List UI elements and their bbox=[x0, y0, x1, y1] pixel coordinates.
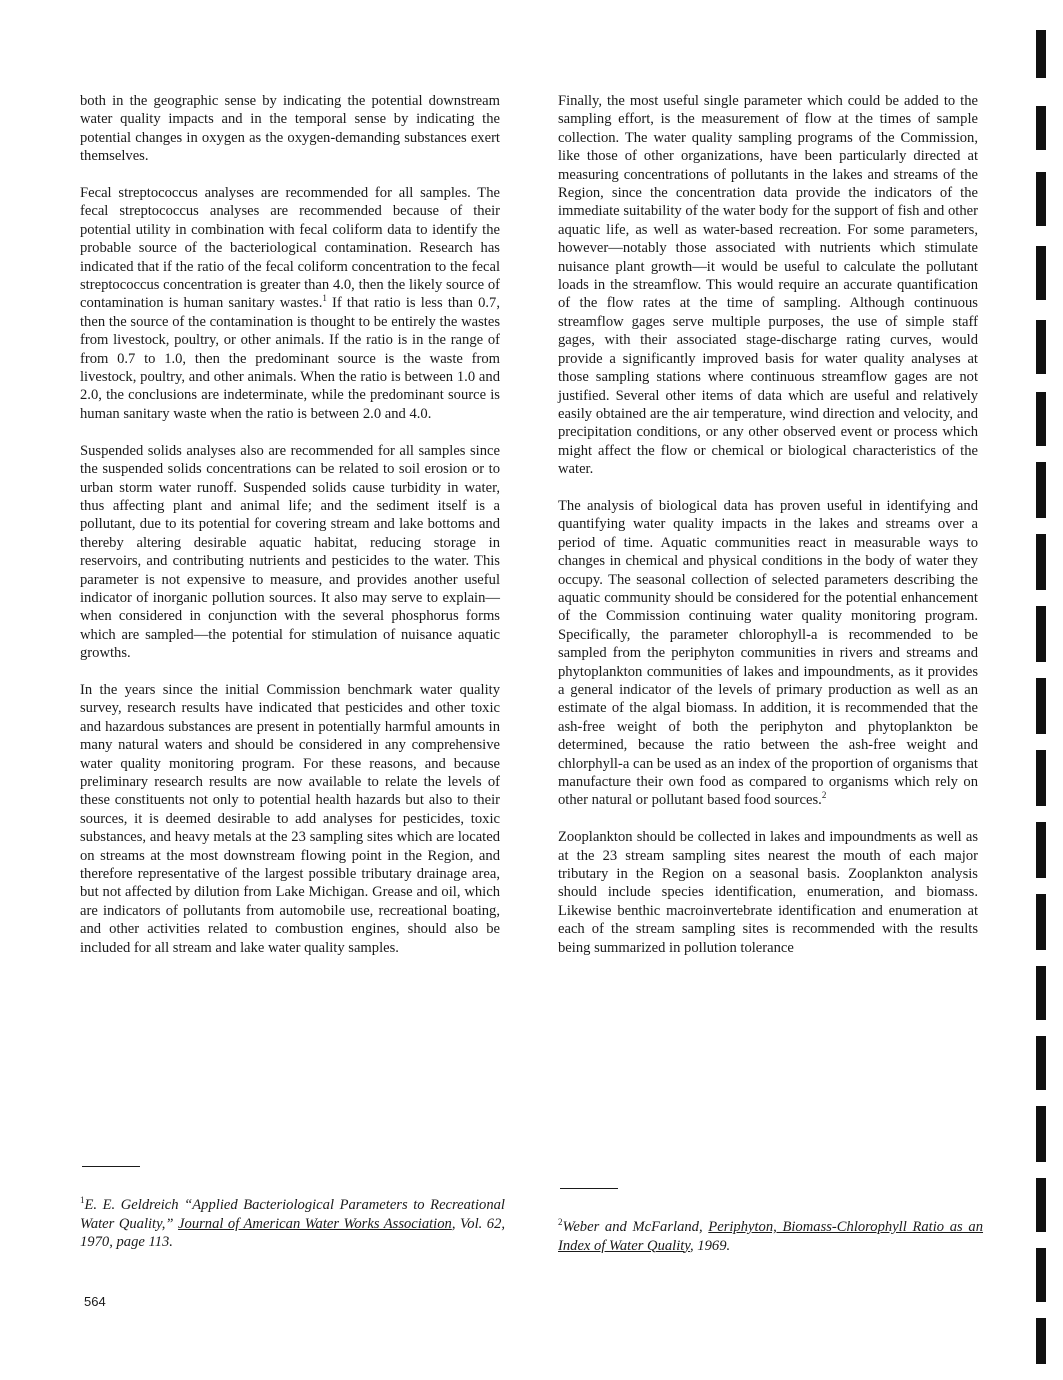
footnote-2-number: 2 bbox=[558, 1217, 563, 1228]
scan-mark bbox=[1036, 750, 1046, 806]
footnote-ref-1: 1 bbox=[322, 293, 327, 304]
scan-mark bbox=[1036, 1178, 1046, 1232]
footnote-1: $^1$E. E. Geldreich “Applied Bacteriological Parameters to Recreational Water Quality,” Journal of American Water Works Association, Vol. 62, 1970, page 113. bbox=[80, 1195, 506, 1251]
left-column bbox=[80, 92, 500, 975]
paragraph-fecal-streptococcus: Fecal streptococcus analyses are recommended for all samples. The fecal streptococcus analyses are recommended because of their potential utility in combination with fecal coliform data to identify the probable source of the bacteriological contamination. Research has indicated that if the ratio of the fecal coliform concentration to the fecal streptococcus concentration is greater than 4.0, then the likely source of contamination is human sanitary wastes.$^1$ If that ratio is less than 0.7, then the source of the contamination is thought to be entirely the wastes from livestock, poultry, or other animals. If the ratio is in the range of from 0.7 to 1.0, then the predominant source is the waste from livestock, poultry, and other animals. When the ratio is between 1.0 and 2.0, the conclusions are indeterminate, while the predominant source is human sanitary waste when the ratio is between 2.0 and 4.0. bbox=[80, 185, 500, 422]
footnote-2-title: Periphyton, Biomass-Chlorophyll Ratio as an Index of Water Quality bbox=[558, 1219, 984, 1254]
footnote-rule-left bbox=[82, 1166, 140, 1167]
paragraph-zooplankton: Zooplankton should be collected in lakes and impoundments as well as at the 23 stream sampling sites nearest the mouth of each major tributary in the Region on a seasonal basis. Zooplankton analysis should include species identification, enumeration, and biomass. Likewise benthic macroinvertebrate identification and enumeration at each of the stream sampling sites is recommended with the results being summarized in pollution tolerance bbox=[558, 829, 978, 956]
scan-mark bbox=[1036, 1106, 1046, 1162]
scan-mark bbox=[1036, 320, 1046, 374]
footnote-rule-right bbox=[560, 1188, 618, 1189]
page-number: 564 bbox=[84, 1294, 106, 1309]
scan-mark bbox=[1036, 534, 1046, 590]
footnote-ref-2: 2 bbox=[821, 790, 827, 801]
scan-mark bbox=[1036, 30, 1046, 78]
footnote-1-journal: Journal of American Water Works Association bbox=[178, 1215, 452, 1232]
scan-mark bbox=[1036, 822, 1046, 878]
scan-mark bbox=[1036, 462, 1046, 518]
paragraph-suspended-solids: Suspended solids analyses also are recommended for all samples since the suspended solids concentrations can be related to soil erosion or to urban storm water runoff. Suspended solids cause turbidity in water, thus affecting plant and animal life; and the sediment itself is a pollutant, due to its potential for covering stream and lake bottoms and thereby altering desirable aquatic habitat, reducing storage in reservoirs, and contributing nutrients and pesticides to the water. This parameter is not expensive to measure, and provides another useful indicator of inorganic pollution sources. It also may serve to explain—when considered in conjunction with the several phosphorus forms which are sampled—the potential for stimulation of nuisance aquatic growths. bbox=[80, 442, 500, 662]
footnote-2: $^2$Weber and McFarland, Periphyton, Biomass-Chlorophyll Ratio as an Index of Water Quality, 1969. bbox=[558, 1217, 984, 1254]
scan-mark bbox=[1036, 966, 1046, 1020]
scan-mark bbox=[1036, 894, 1046, 950]
footnote-1-number: 1 bbox=[80, 1195, 85, 1206]
scan-mark bbox=[1036, 106, 1046, 150]
scan-margin-marks bbox=[1036, 0, 1048, 1380]
paragraph-flow-measurement: Finally, the most useful single parameter which could be added to the sampling effort, is the measurement of flow at the times of sample collection. The water quality sampling programs of the Commission, like those of other organizations, have been particularly directed at measuring concentrations of pollutants in the lakes and streams of the Region, since the concentration data provide the indicators of the immediate suitability of the water body for the support of fish and other aquatic life, as well as water-based recreation. For some parameters, however—notably those associated with nutrients which stimulate nuisance plant growth—it would be useful to calculate the pollutant loads in the streamflow. This would require an accurate quantification of the flow rates at the time of sampling. Although continuous streamflow gages serve multiple purposes, the use of simple staff gages, with their associated stage-discharge rating curves, would provide a significantly improved basis for water quality analyses at those sampling stations where continuous streamflow gages are not justified. Several other items of data which are useful and relatively easily obtained are the air temperature, wind direction and velocity, and precipitation conditions, or any other observed event or process which might affect the flow or chemical or biological characteristics of the water. bbox=[558, 93, 978, 478]
scan-mark bbox=[1036, 1036, 1046, 1090]
scan-mark bbox=[1036, 172, 1046, 226]
scan-mark bbox=[1036, 1318, 1046, 1364]
scan-mark bbox=[1036, 392, 1046, 446]
paragraph-pesticides-toxics: In the years since the initial Commission benchmark water quality survey, research results have indicated that pesticides and other toxic and hazardous substances are present in potentially harmful amounts in many natural waters and should be considered in any comprehensive water quality monitoring program. For these reasons, and because preliminary research results are now available to relate the levels of these constituents not only to potential health hazards but also to their sources, it is deemed desirable to add analyses for pesticides, toxic substances, and heavy metals at the 23 sampling sites which are located on streams at the most downstream flowing point in the Region, and therefore representative of the largest possible tributary drainage area, but not affected by dilution from Lake Michigan. Grease and oil, which are indicators of pollutants from automobile use, recreational boating, and other activities related to combustion engines, should also be included for all stream and lake water quality samples. bbox=[80, 681, 500, 956]
right-column bbox=[558, 92, 978, 975]
scan-mark bbox=[1036, 678, 1046, 734]
paragraph-oxygen-demand: both in the geographic sense by indicating the potential downstream water quality impacts and in the temporal sense by indicating the potential changes in oxygen as the oxygen-demanding substances exert themselves. bbox=[80, 93, 500, 165]
scan-mark bbox=[1036, 1248, 1046, 1302]
scan-mark bbox=[1036, 606, 1046, 662]
paragraph-biological-data: The analysis of biological data has proven useful in identifying and quantifying water quality impacts in the lakes and streams over a period of time. Aquatic communities react in measurable ways to changes in chemical and physical conditions in the body of water they occupy. The seasonal collection of selected parameters describing the aquatic community should be considered for the potential enhancement of the Commission continuing water quality monitoring program. Specifically, the parameter chlorophyll-a is recommended to be sampled from the periphyton communities in rivers and streams and phytoplankton communities of lakes and impoundments, as it provides a general indicator of the levels of primary production as well as an estimate of the algal biomass. In addition, it is recommended that the ash-free weight of both the periphyton and phytoplankton be determined, because the ratio between the ash-free weight and chlorphyll-a can be used as an index of the proportion of organisms that manufacture their own food as compared to organisms which rely on other natural or pollutant based food sources.$^2$ bbox=[558, 497, 978, 809]
scan-mark bbox=[1036, 246, 1046, 300]
